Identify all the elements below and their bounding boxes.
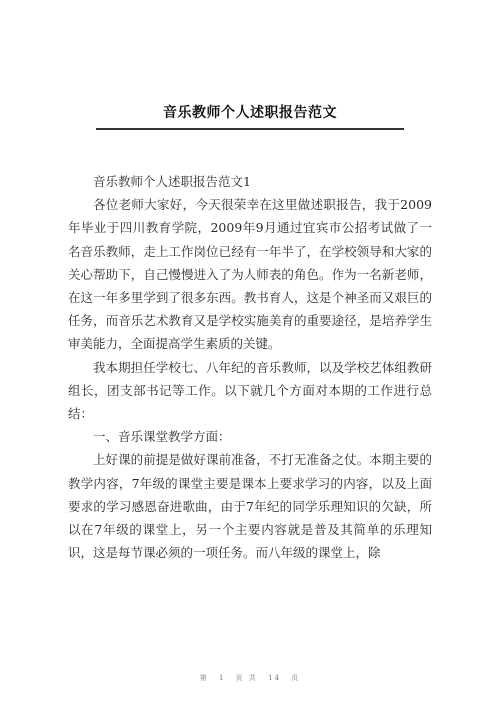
- paragraph-teaching: 上好课的前提是做好课前准备，不打无准备之仗。本期主要的教学内容，7年级的课堂主要是课本上要求学习的内容，以及上面要求的学习感恩奋进歌曲，由于7年纪的同学乐理知识的欠缺，所以在7年级的课堂上，另一个主要内容就是普及其简单的乐理知识，这是每节课必须的一项任务。而八年级的课堂上，除: [68, 452, 432, 561]
- page-prefix: 第: [199, 674, 209, 682]
- paragraph-intro: 各位老师大家好，今天很荣幸在这里做述职报告，我于2009年毕业于四川教育学院，2009年9月通过宜宾市公招考试做了一名音乐教师，走上工作岗位已经有一年半了，在学校领导和大家的关心帮助下，自己慢慢进入了为人师表的角色。作为一名新老师，在这一年多里学到了很多东西。教书育人，这是个神圣而又艰巨的任务，而音乐艺术教育又是学校实施美育的重要途径，是培养学生审美能力，全面提高学生素质的关键。: [68, 197, 432, 352]
- document-body: [68, 170, 432, 564]
- title-divider: [96, 128, 404, 130]
- total-pages: 14: [268, 674, 282, 682]
- page-footer: [0, 673, 500, 683]
- section-heading: 音乐教师个人述职报告范文1: [93, 174, 251, 189]
- paragraph-duties: 我本期担任学校七、八年纪的音乐教师，以及学校艺体组教研组长，团支部书记等工作。以下就几个方面对本期的工作进行总结：: [68, 359, 432, 422]
- page-middle: 页 共: [235, 674, 258, 682]
- page-number: 1: [218, 674, 226, 682]
- page-suffix: 页: [291, 674, 301, 682]
- document-title: 音乐教师个人述职报告范文: [163, 105, 337, 121]
- subsection-heading: 一、音乐课堂教学方面：: [93, 429, 231, 445]
